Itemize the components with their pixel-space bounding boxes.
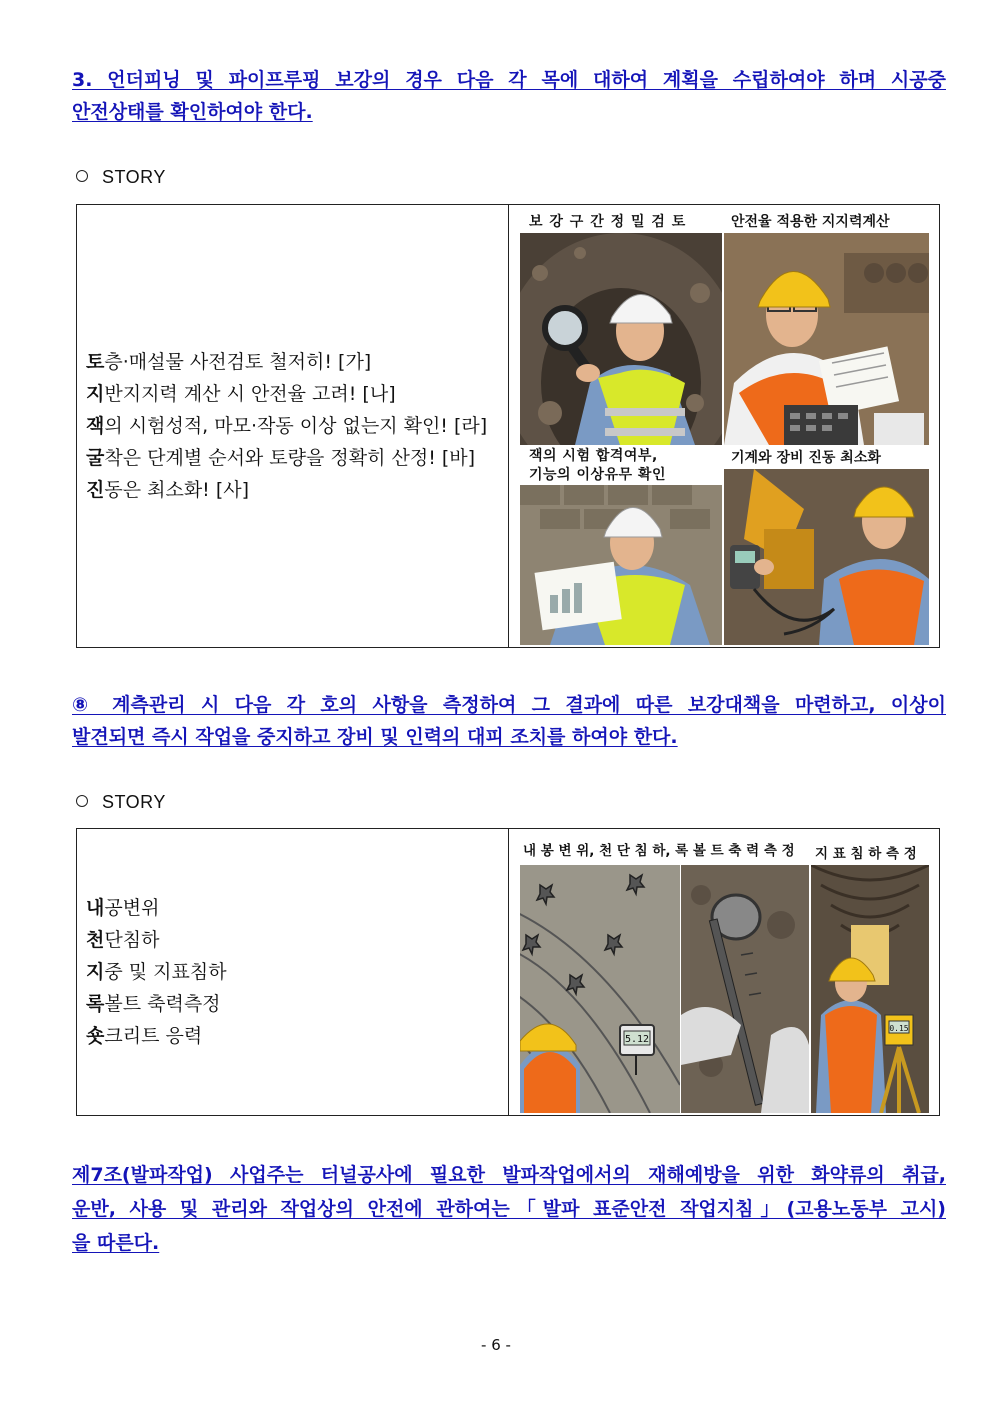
story1-mnemonic [77,205,509,647]
panel-calculation [724,233,929,445]
caption-top-left: 보 강 구 간 정 밀 검 토 [529,214,687,230]
article7-line3: 을 따른다. [72,1232,160,1254]
story2-line: 내공변위 [86,897,160,919]
section3-heading-line2: 안전상태를 확인하여야 한다. [72,101,313,123]
story1-line: 굴착은 단계별 순서와 토량을 정확히 산정! [바] [86,447,476,469]
story1-line: 토층·매설물 사전검토 철저히! [가] [86,351,372,373]
section3-heading-line1: 3. 언더피닝 및 파이프루핑 보강의 경우 다음 각 목에 대하여 계획을 수립하여야 하며 시공중 [72,69,946,91]
caption-bottom-left-2: 기능의 이상유무 확인 [529,467,666,483]
story2-mnemonic [77,829,509,1115]
panel-vibration [724,469,929,645]
article7-line1: 제7조(발파작업) 사업주는 터널공사에 필요한 발파작업에서의 재해예방을 위한 화약류의 취급, [72,1164,946,1186]
caption-bottom-left-1: 잭의 시험 합격여부, [529,448,658,464]
caption-bottom-right: 기계와 장비 진동 최소화 [731,450,881,466]
caption-surface-settlement: 지 표 침 하 측 정 [815,846,917,862]
section3-heading [72,64,946,128]
story2-line: 지중 및 지표침하 [86,961,227,983]
article7-line2: 운반, 사용 및 관리와 작업상의 안전에 관하여는「발파 표준안전 작업지침」(고용노동부 고시) [72,1198,946,1220]
panel-inspection [520,233,722,445]
story2-box [76,828,940,1116]
circle-bullet-icon [76,795,88,807]
meter1-readout: 5.12 [624,1034,650,1045]
story1-illustration [509,205,939,647]
panel-rockbolts [520,865,680,1113]
story2-line: 록볼트 축력측정 [86,993,221,1015]
story2-line: 숏크리트 응력 [86,1025,203,1047]
article7-paragraph [72,1158,946,1260]
story2-line: 천단침하 [86,929,160,951]
story1-line: 진동은 최소화! [사] [86,479,250,501]
section8-heading-line2: 발견되면 즉시 작업을 중지하고 장비 및 인력의 대피 조치를 하여야 한다. [72,726,678,748]
story2-label: STORY [76,791,166,813]
meter2-readout: 0.15 [889,1024,909,1033]
story1-line: 잭의 시험성적, 마모·작동 이상 없는지 확인! [라] [86,415,488,437]
story1-label: STORY [76,166,166,188]
section8-heading [72,689,946,753]
panel-surveying [811,865,929,1113]
circle-bullet-icon [76,170,88,182]
panel-extensometer [681,865,809,1113]
caption-top-right: 안전율 적용한 지지력계산 [731,214,890,230]
story2-illustration [509,829,939,1115]
section8-heading-line1: ⑧ 계측관리 시 다음 각 호의 사항을 측정하여 그 결과에 따른 보강대책을 마련하고, 이상이 [72,694,946,716]
page-number: - 6 - [481,1336,511,1354]
story1-line: 지반지지력 계산 시 안전율 고려! [나] [86,383,396,405]
panel-jack-test [520,485,722,645]
caption-measurements: 내 봉 변 위, 천 단 침 하, 록 볼 트 축 력 측 정 [523,843,795,859]
story1-box [76,204,940,648]
